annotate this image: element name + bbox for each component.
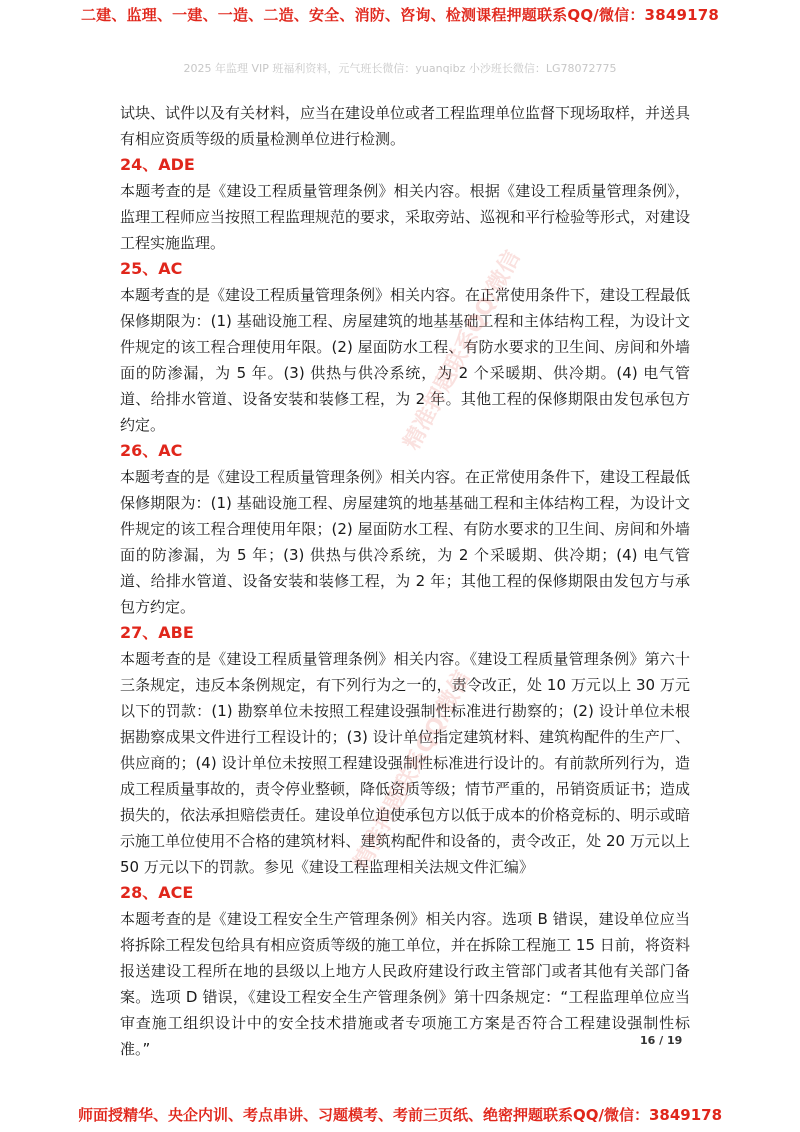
bottom-contact-banner: 师面授精华、央企内训、考点串讲、习题模考、考前三页纸、绝密押题联系QQ/微信：3849178	[77, 1106, 723, 1124]
answer-heading-27: 27、ABE	[120, 623, 194, 642]
header-subline: 2025 年监理 VIP 班福利资料，元气班长微信：yuanqibz 小沙班长微信：LG78072775	[183, 62, 617, 75]
answer-heading-28: 28、ACE	[120, 883, 194, 902]
top-contact-banner: 二建、监理、一建、一造、二造、安全、消防、咨询、检测课程押题联系QQ/微信：3849178	[80, 6, 720, 24]
watermark-text: 精准押题联系QQ/微信	[349, 666, 476, 875]
intro-paragraph: 试块、试件以及有关材料，应当在建设单位或者工程监理单位监督下现场取样，并送具有相应资质等级的质量检测单位进行检测。	[120, 104, 691, 148]
answer-heading-25: 25、AC	[120, 259, 183, 278]
answer-text-26: 本题考查的是《建设工程质量管理条例》相关内容。在正常使用条件下，建设工程最低保修期限为：(1) 基础设施工程、房屋建筑的地基基础工程和主体结构工程，为设计文件规定的该工程合理使用年限；(2) 屋面防水工程、有防水要求的卫生间、房间和外墙面的防渗漏，为 5 年；(3) 供热与供冷系统，为 2 个采暖期、供冷期；(4) 电气管道、给排水管道、设备安装和装修工程，为 2 年；其他工程的保修期限由发包方与承包方约定。	[120, 468, 691, 616]
answer-text-24: 本题考查的是《建设工程质量管理条例》相关内容。根据《建设工程质量管理条例》，监理工程师应当按照工程监理规范的要求，采取旁站、巡视和平行检验等形式，对建设工程实施监理。	[120, 182, 691, 252]
answer-text-27: 本题考查的是《建设工程质量管理条例》相关内容。《建设工程质量管理条例》第六十三条规定，违反本条例规定，有下列行为之一的，责令改正，处 10 万元以上 30 万元以下的罚款：(1) 勘察单位未按照工程建设强制性标准进行勘察的；(2) 设计单位未根据勘察成果文件进行工程设计的；(3) 设计单位指定建筑材料、建筑构配件的生产厂、供应商的；(4) 设计单位未按照工程建设强制性标准进行设计的。有前款所列行为，造成工程质量事故的，责令停业整顿，降低资质等级；情节严重的，吊销资质证书；造成损失的，依法承担赔偿责任。建设单位迫使承包方以低于成本的价格竞标的、明示或暗示施工单位使用不合格的建筑材料、建筑构配件和设备的，责令改正，处 20 万元以上 50 万元以下的罚款。参见《建设工程监理相关法规文件汇编》	[120, 650, 691, 876]
answer-text-25: 本题考查的是《建设工程质量管理条例》相关内容。在正常使用条件下，建设工程最低保修期限为：(1) 基础设施工程、房屋建筑的地基基础工程和主体结构工程，为设计文件规定的该工程合理使用年限。(2) 屋面防水工程、有防水要求的卫生间、房间和外墙面的防渗漏，为 5 年。(3) 供热与供冷系统，为 2 个采暖期、供冷期。(4) 电气管道、给排水管道、设备安装和装修工程，为 2 年。其他工程的保修期限由发包承包方约定。	[120, 286, 691, 434]
page-number: 16 / 19	[640, 1034, 683, 1047]
answer-content	[120, 100, 690, 1062]
answer-heading-26: 26、AC	[120, 441, 183, 460]
watermark-text: 精准押题联系QQ/微信	[399, 246, 526, 455]
answer-text-28: 本题考查的是《建设工程安全生产管理条例》相关内容。选项 B 错误，建设单位应当将拆除工程发包给具有相应资质等级的施工单位，并在拆除工程施工 15 日前，将资料报送建设工程所在地的县级以上地方人民政府建设行政主管部门或者其他有关部门备案。选项 D 错误，《建设工程安全生产管理条例》第十四条规定：“工程监理单位应当审查施工组织设计中的安全技术措施或者专项施工方案是否符合工程建设强制性标准。”	[120, 910, 690, 1058]
answer-heading-24: 24、ADE	[120, 155, 195, 174]
